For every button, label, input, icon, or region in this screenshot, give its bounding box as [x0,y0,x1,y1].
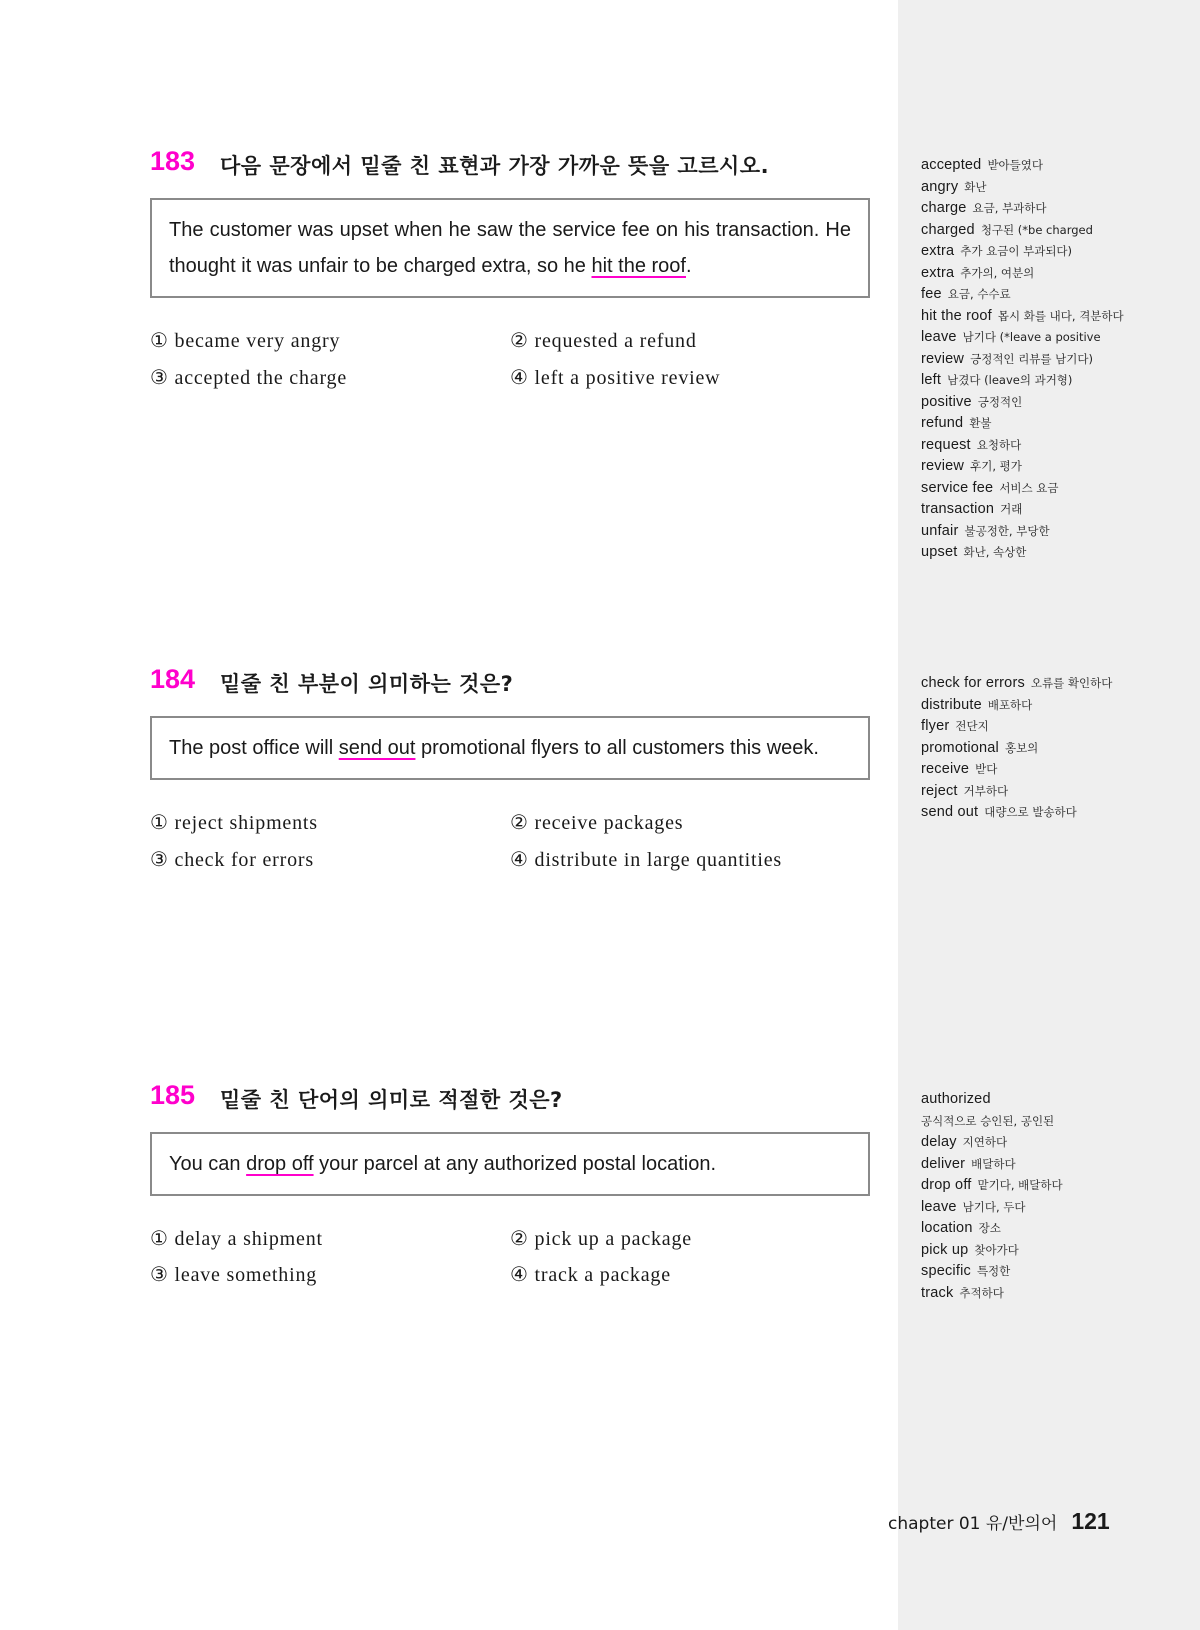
vocab-word: charged [921,221,975,238]
vocab-item [921,284,1191,306]
vocab-item [921,673,1191,695]
option-1[interactable]: ① became very angry [150,330,341,352]
vocab-meaning: 추적하다 [959,1285,1004,1300]
vocab-word: authorized [921,1091,991,1107]
answer-options [150,328,870,408]
question-183 [150,146,870,408]
passage-text-end: . [686,255,692,277]
vocab-meaning: 홍보의 [1004,740,1039,755]
vocab-item [921,1089,1191,1111]
vocab-word: hit the roof [921,307,992,324]
passage-box [150,716,870,780]
vocab-item [921,478,1191,500]
vocab-word: send out [921,804,979,820]
vocab-meaning: 특정한 [976,1264,1011,1278]
question-184 [150,664,870,890]
option-4[interactable]: ④ distribute in large quantities [510,849,783,871]
vocab-item [921,1197,1191,1219]
vocab-meaning: 긍정적인 [977,394,1023,409]
vocab-item [921,1240,1191,1262]
vocab-word: upset [921,544,958,560]
option-1[interactable]: ① reject shipments [150,812,318,834]
page-number: 121 [1071,1508,1110,1534]
vocab-item [921,542,1191,564]
vocab-word: review [921,458,965,474]
vocab-word: track [921,1284,954,1301]
option-2[interactable]: ② pick up a package [510,1228,692,1250]
vocab-meaning: 받아들였다 [987,158,1043,172]
vocab-item [921,413,1191,435]
vocab-word: accepted [921,157,982,173]
option-3[interactable]: ③ leave something [150,1264,318,1286]
vocab-item [921,695,1191,717]
question-header [150,664,870,700]
question-number: 185 [150,1080,196,1110]
vocab-item [921,802,1191,824]
vocab-meaning: 배포하다 [987,697,1033,712]
vocab-item [921,370,1191,392]
vocab-meaning: 남겼다 (leave의 과거형) [947,373,1073,387]
question-instruction: 다음 문장에서 밑줄 친 표현과 가장 가까운 뜻을 고르시오. [220,154,770,178]
vocab-word: unfair [921,522,959,539]
passage-text: You can [169,1153,247,1175]
vocab-word: drop off [921,1177,972,1193]
page-footer [888,1508,1110,1535]
vocab-item [921,456,1191,478]
passage-box [150,198,870,298]
vocab-item [921,1218,1191,1240]
chapter-label: chapter 01 유/반의어 [888,1514,1058,1534]
vocab-item [921,1261,1191,1283]
vocab-item [921,1132,1191,1154]
vocab-meaning: 몹시 화를 내다, 격분하다 [997,308,1124,323]
vocab-meaning: 남기다, 두다 [962,1199,1026,1214]
vocab-item [921,1175,1191,1197]
option-2[interactable]: ② requested a refund [510,330,697,352]
question-instruction: 밑줄 친 단어의 의미로 적절한 것은? [220,1088,563,1112]
passage-text: The customer was upset when he saw the service fee on his transaction. He thought it was unfair to be charged extra, so he [169,219,851,277]
vocab-item [921,738,1191,760]
option-2[interactable]: ② receive packages [510,812,684,834]
vocab-word: extra [921,264,955,281]
vocab-word: review [921,350,965,367]
passage-text-end: your parcel at any authorized postal location. [313,1153,717,1175]
vocab-item [921,263,1191,285]
vocab-item [921,327,1191,349]
question-header [150,146,870,182]
vocab-word: leave [921,1198,957,1215]
vocab-word: extra [921,243,955,259]
vocab-word: receive [921,761,970,777]
vocab-item [921,781,1191,803]
vocab-word: refund [921,415,964,431]
vocab-word: leave [921,329,957,345]
vocab-word: flyer [921,718,950,734]
vocab-meaning: 배달하다 [971,1156,1016,1171]
vocab-meaning: 오류를 확인하다 [1030,676,1113,690]
vocab-word: fee [921,286,942,302]
vocab-word: service fee [921,479,994,496]
vocab-word: check for errors [921,675,1025,691]
vocab-meaning: 지연하다 [962,1135,1008,1149]
vocab-meaning: 화난, 속상한 [963,545,1027,559]
answer-options [150,810,870,890]
vocab-word: left [921,372,942,388]
vocab-item [921,499,1191,521]
vocab-item [921,716,1191,738]
vocab-meaning: 후기, 평가 [970,459,1022,473]
underlined-expression: send out [338,737,416,759]
option-4[interactable]: ④ track a package [510,1264,671,1286]
vocab-word: deliver [921,1155,966,1172]
vocab-word: angry [921,178,959,195]
vocab-item [921,1283,1191,1305]
answer-options [150,1226,870,1306]
vocab-item [921,177,1191,199]
vocab-meaning: 긍정적인 리뷰를 남기다) [970,351,1093,366]
vocab-meaning: 전단지 [955,719,989,733]
vocab-word: pick up [921,1241,969,1258]
vocab-word: distribute [921,696,982,713]
vocab-meaning: 환불 [969,416,992,430]
vocab-meaning: 장소 [978,1221,1001,1235]
vocab-word: positive [921,393,972,410]
vocab-item [921,349,1191,371]
passage-text: The post office will [169,737,339,759]
vocab-meaning: 불공정한, 부당한 [964,523,1050,538]
vocab-meaning: 대량으로 발송하다 [984,805,1077,819]
vocab-list-185 [921,1089,1191,1304]
question-instruction: 밑줄 친 부분이 의미하는 것은? [220,672,514,696]
question-number: 184 [150,664,196,694]
vocab-meaning: 화난 [964,179,987,194]
vocab-word: promotional [921,739,999,756]
question-185 [150,1080,870,1306]
vocab-meaning: 추가의, 여분의 [960,265,1035,280]
option-3[interactable]: ③ check for errors [150,849,314,871]
underlined-expression: hit the roof [591,255,686,277]
vocab-item [921,198,1191,220]
vocab-item [921,435,1191,457]
vocab-meaning: 공식적으로 승인된, 공인된 [921,1113,1055,1128]
vocab-item [921,392,1191,414]
vocab-meaning: 찾아가다 [974,1242,1019,1257]
vocab-item [921,1111,1191,1133]
vocab-item [921,220,1191,242]
vocab-item [921,241,1191,263]
vocab-meaning: 요금, 수수료 [947,287,1011,301]
vocab-word: transaction [921,501,995,517]
vocab-meaning: 맡기다, 배달하다 [977,1178,1063,1192]
vocab-meaning: 거래 [1000,502,1023,516]
vocab-meaning: 요금, 부과하다 [972,201,1047,215]
vocab-item [921,155,1191,177]
vocab-meaning: 남기다 (*leave a positive [962,330,1101,344]
vocab-meaning: 요청하다 [976,437,1022,452]
vocab-meaning: 청구된 (*be charged [980,222,1093,237]
vocab-meaning: 받다 [975,762,998,776]
option-4[interactable]: ④ left a positive review [510,367,721,389]
option-3[interactable]: ③ accepted the charge [150,367,348,389]
vocab-item [921,521,1191,543]
underlined-expression: drop off [246,1153,314,1175]
passage-box [150,1132,870,1196]
vocab-item [921,1154,1191,1176]
vocab-item [921,306,1191,328]
vocab-meaning: 서비스 요금 [999,480,1059,495]
vocab-list-183 [921,155,1191,564]
vocab-word: location [921,1220,973,1236]
question-number: 183 [150,146,196,176]
vocab-meaning: 거부하다 [963,783,1009,798]
vocab-word: delay [921,1134,957,1150]
vocab-word: charge [921,200,967,216]
vocab-word: request [921,436,971,453]
question-header [150,1080,870,1116]
vocab-word: specific [921,1263,971,1279]
vocab-meaning: 추가 요금이 부과되다) [960,244,1073,258]
passage-text-end: promotional flyers to all customers this week. [415,737,819,759]
vocab-item [921,759,1191,781]
option-1[interactable]: ① delay a shipment [150,1228,323,1250]
vocab-list-184 [921,673,1191,824]
vocab-word: reject [921,782,958,799]
